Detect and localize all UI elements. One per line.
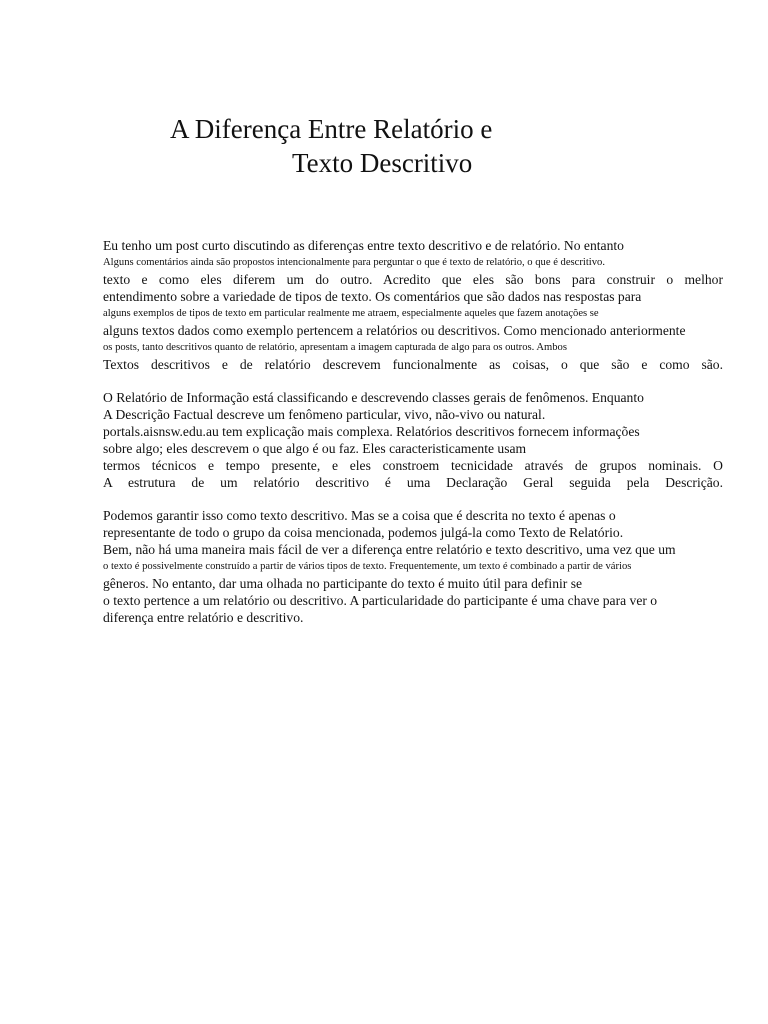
text-line: termos técnicos e tempo presente, e eles constroem tecnicidade através de grupos nominais. O <box>103 458 723 473</box>
paragraph-1 <box>103 237 723 373</box>
text-line: portals.aisnsw.edu.au tem explicação mais complexa. Relatórios descritivos fornecem informações <box>103 424 640 439</box>
text-line: O Relatório de Informação está classificando e descrevendo classes gerais de fenômenos. Enquanto <box>103 390 644 405</box>
text-line: representante de todo o grupo da coisa mencionada, podemos julgá-la como Texto de Relatório. <box>103 525 624 540</box>
title-line-1: A Diferença Entre Relatório e <box>170 114 493 144</box>
text-line: o texto pertence a um relatório ou descritivo. A particularidade do participante é uma chave para ver o <box>103 593 658 608</box>
text-line: Textos descritivos e de relatório descrevem funcionalmente as coisas, o que são e como são. <box>103 357 723 372</box>
text-line: texto e como eles diferem um do outro. Acredito que eles são bons para construir o melhor <box>103 272 723 287</box>
document-body <box>103 237 723 642</box>
text-line: diferença entre relatório e descritivo. <box>103 610 304 625</box>
text-line: Podemos garantir isso como texto descritivo. Mas se a coisa que é descrita no texto é apenas o <box>103 508 616 523</box>
document-title <box>0 112 768 180</box>
text-line: entendimento sobre a variedade de tipos de texto. Os comentários que são dados nas respostas para <box>103 289 642 304</box>
text-line: Alguns comentários ainda são propostos intencionalmente para perguntar o que é texto de relatório, o que é descritivo. <box>103 257 605 268</box>
text-line: Eu tenho um post curto discutindo as diferenças entre texto descritivo e de relatório. No entanto <box>103 238 624 253</box>
text-line: gêneros. No entanto, dar uma olhada no participante do texto é muito útil para definir se <box>103 576 583 591</box>
text-line: alguns textos dados como exemplo pertencem a relatórios ou descritivos. Como mencionado anteriormente <box>103 323 686 338</box>
text-line: alguns exemplos de tipos de texto em particular realmente me atraem, especialmente aqueles que fazem anotações se <box>103 308 599 319</box>
title-line-2: Texto Descritivo <box>292 148 473 178</box>
paragraph-3 <box>103 507 723 626</box>
paragraph-2 <box>103 389 723 491</box>
text-line: o texto é possivelmente construído a partir de vários tipos de texto. Frequentemente, um texto é combinado a partir de vários <box>103 561 632 572</box>
text-line: A Descrição Factual descreve um fenômeno particular, vivo, não-vivo ou natural. <box>103 407 546 422</box>
text-line: os posts, tanto descritivos quanto de relatório, apresentam a imagem capturada de algo para os outros. Ambos <box>103 342 567 353</box>
text-line: A estrutura de um relatório descritivo é uma Declaração Geral seguida pela Descrição. <box>103 475 723 490</box>
text-line: Bem, não há uma maneira mais fácil de ver a diferença entre relatório e texto descritivo, uma vez que um <box>103 542 676 557</box>
text-line: sobre algo; eles descrevem o que algo é ou faz. Eles caracteristicamente usam <box>103 441 527 456</box>
